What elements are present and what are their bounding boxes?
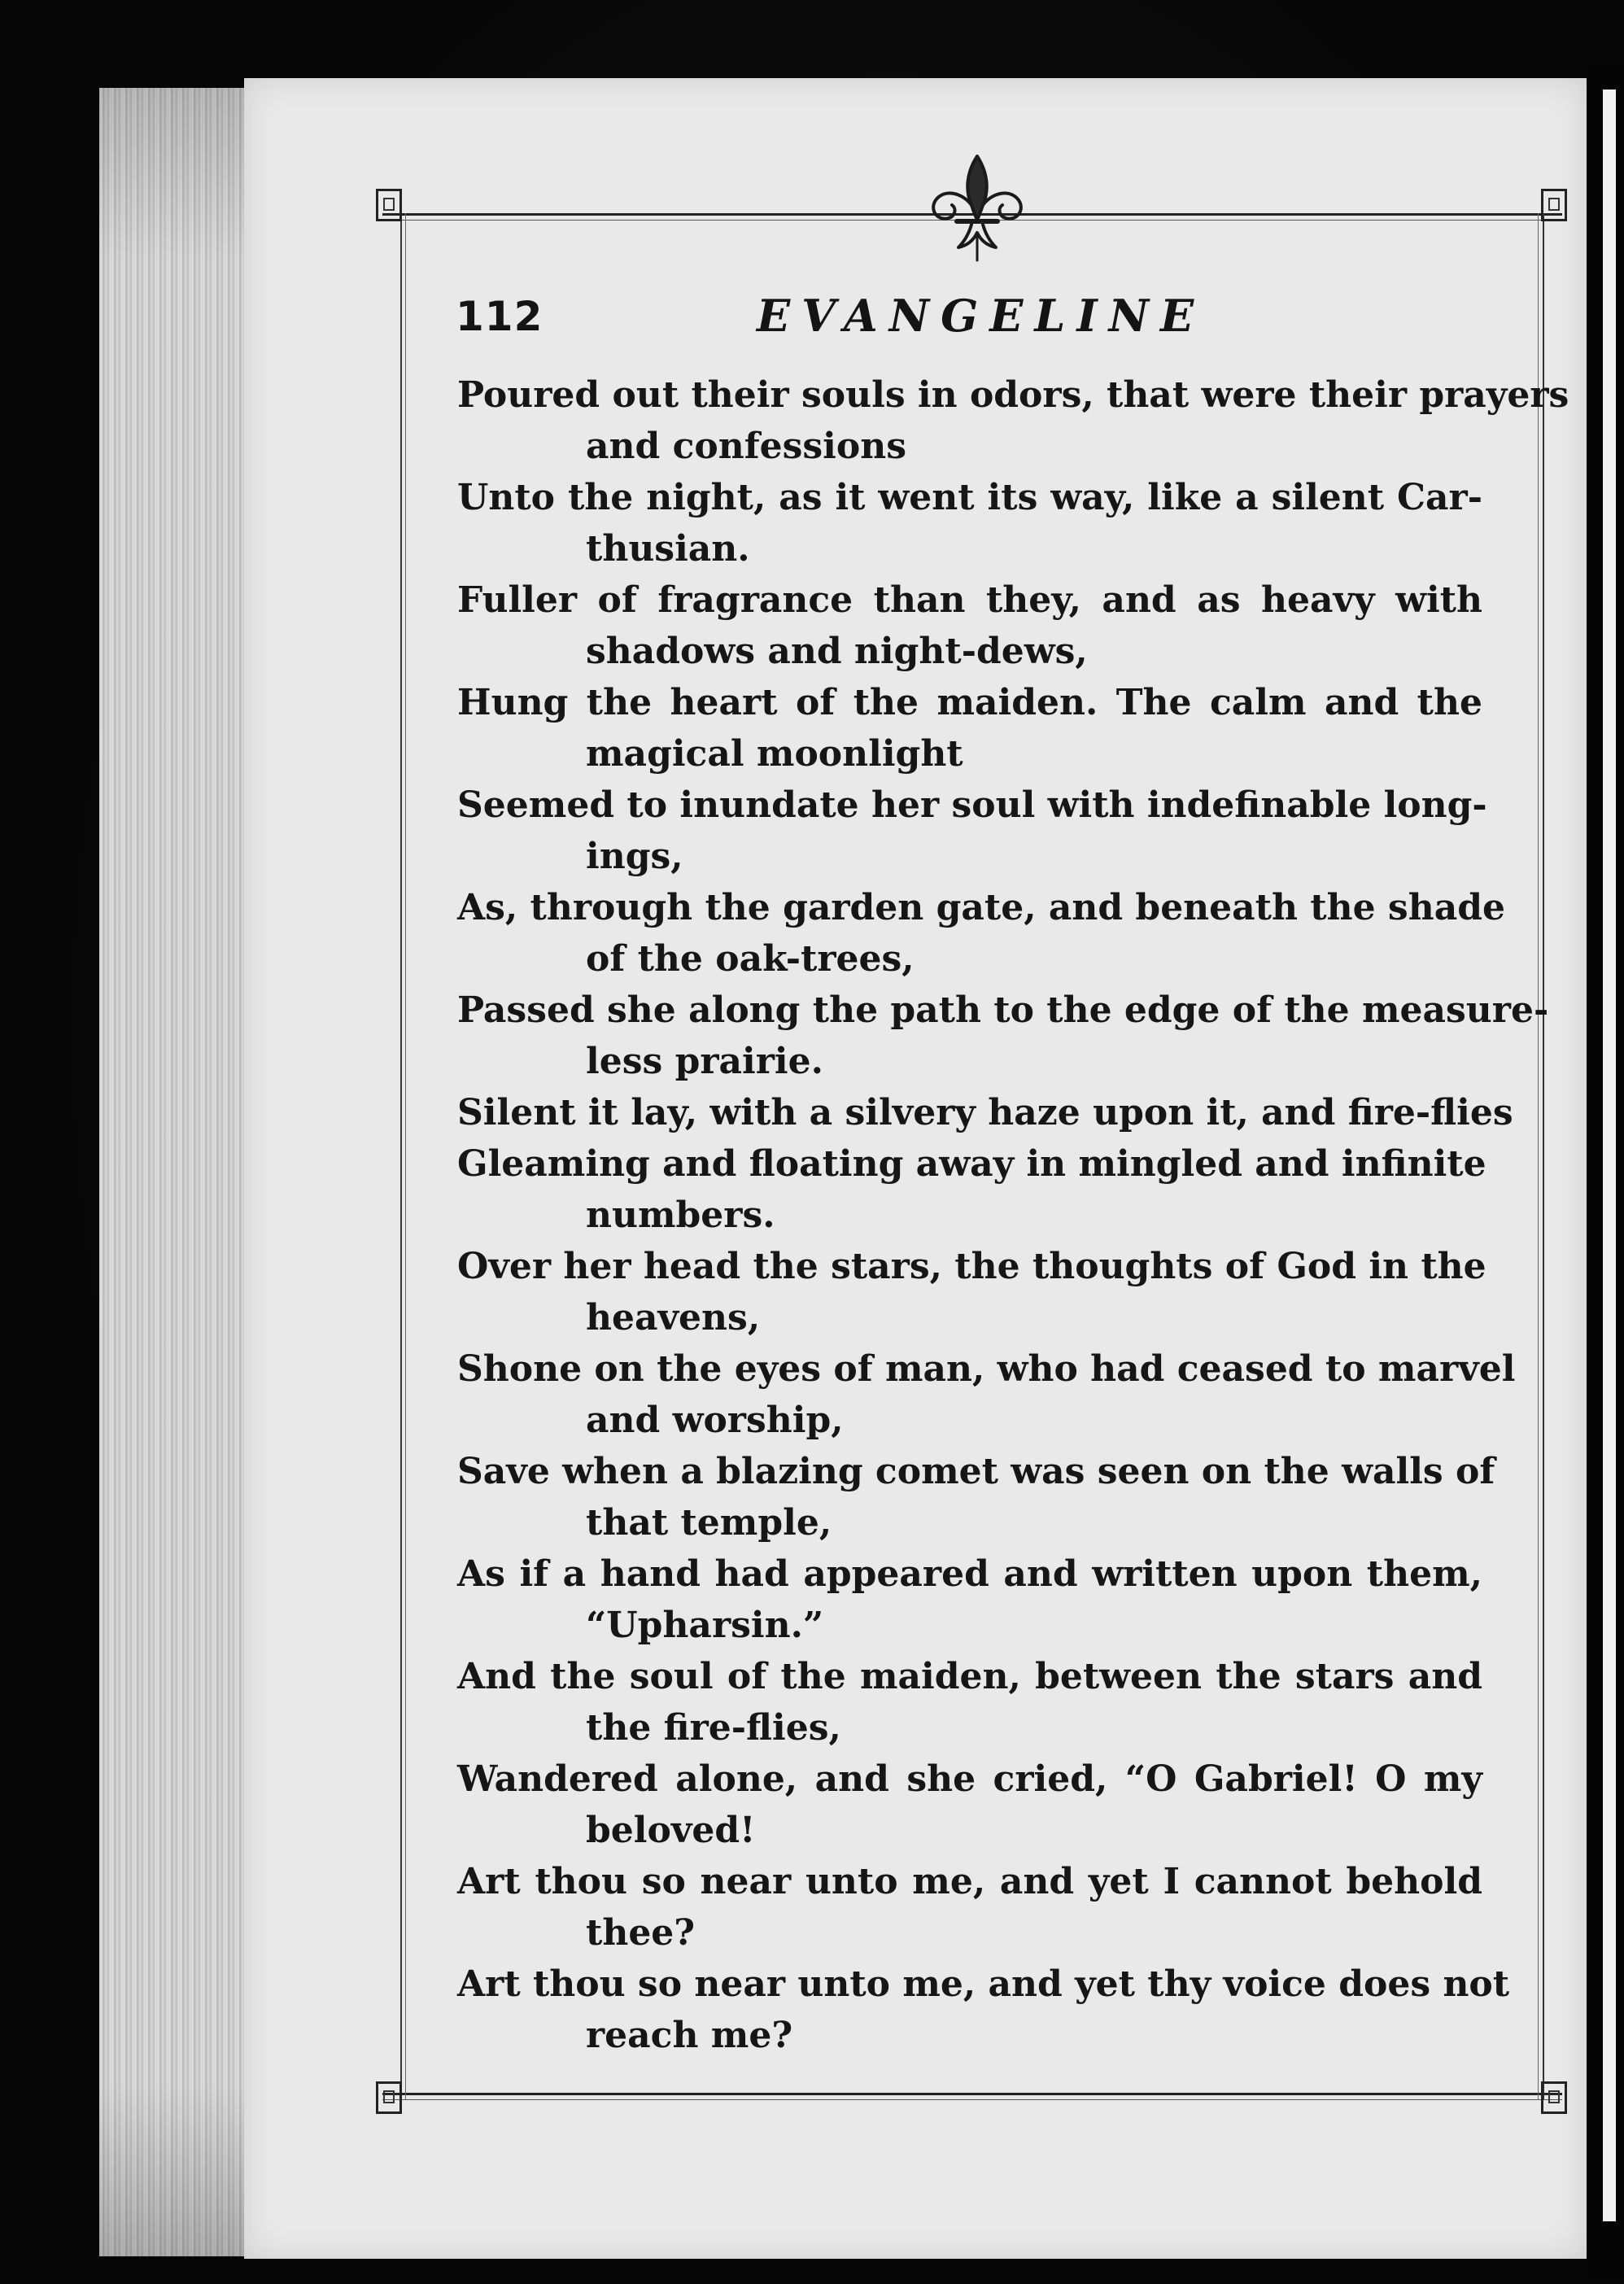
verse-line-continuation: and worship, [586,1400,844,1441]
verse-line-text: Poured out their souls in odors, that were their prayers [457,374,1569,416]
frame-right-rule [1543,213,1544,2099]
verse-line-continuation: that temple, [586,1502,832,1544]
verse-line [457,1087,1513,1138]
frame-corner-bottom-left [376,2081,402,2114]
book-page-edges [99,88,262,2256]
verse-line-continuation: and confessions [586,426,907,467]
verse-line-continuation: reach me? [586,2015,793,2056]
frame-right-rule-inner [1538,213,1539,2099]
running-title: EVANGELINE [757,290,1206,342]
verse-line [457,1856,1482,1959]
verse-line-continuation: numbers. [586,1194,775,1236]
verse-line-text: Over her head the stars, the thoughts of God in the [457,1246,1486,1287]
frame-left-rule [400,213,402,2099]
verse-line [457,1446,1495,1548]
verse-line-text: Fuller of fragrance than they, and as heavy with [457,579,1482,621]
verse-line-text: Silent it lay, with a silvery haze upon it, and fire-flies [457,1092,1513,1133]
poem-body [457,369,1569,2061]
verse-line-continuation: thee? [586,1912,696,1954]
verse-line-continuation: less prairie. [586,1041,823,1082]
fleur-de-lis-icon [924,151,1030,265]
verse-line-continuation: magical moonlight [586,733,963,775]
verse-line-continuation: heavens, [586,1297,761,1339]
verse-line-continuation: ings, [586,836,683,877]
verse-line-continuation: beloved! [586,1810,756,1851]
facing-page-edge [1587,65,1624,2278]
verse-line-text: Wandered alone, and she cried, “O Gabriel! O my [457,1758,1482,1800]
verse-line [457,472,1482,574]
verse-line-continuation: of the oak-trees, [586,938,915,980]
frame-corner-bottom-right [1541,2081,1567,2114]
verse-line [457,677,1482,780]
verse-line-text: Hung the heart of the maiden. The calm and the [457,682,1482,723]
verse-line [457,1651,1482,1753]
verse-line [457,1753,1482,1856]
verse-line-text: As if a hand had appeared and written upon them, [457,1553,1482,1595]
verse-line-continuation: thusian. [586,528,750,570]
verse-line-text: And the soul of the maiden, between the stars and [457,1656,1482,1697]
verse-line [457,1138,1486,1241]
frame-bottom-rule [382,2093,1562,2095]
verse-line [457,1343,1516,1446]
verse-line-continuation: shadows and night-dews, [586,631,1088,672]
verse-line-continuation: the fire-flies, [586,1707,841,1749]
page-number: 112 [456,293,544,340]
verse-line-text: As, through the garden gate, and beneath the shade [457,887,1505,928]
verse-line [457,985,1549,1087]
verse-line-continuation: “Upharsin.” [586,1605,824,1646]
verse-line-text: Unto the night, as it went its way, like a silent Car- [457,477,1482,518]
verse-line [457,1548,1482,1651]
verse-line [457,780,1487,882]
verse-line-text: Passed she along the path to the edge of the measure- [457,989,1549,1031]
verse-line-text: Save when a blazing comet was seen on the walls of [457,1451,1495,1492]
verse-line-text: Gleaming and floating away in mingled and infinite [457,1143,1486,1185]
verse-line [457,882,1505,985]
verse-line [457,1959,1510,2061]
verse-line-text: Seemed to inundate her soul with indefinable long- [457,784,1487,826]
verse-line-text: Art thou so near unto me, and yet I cannot behold [457,1861,1482,1902]
verse-line [457,369,1569,472]
frame-corner-top-right [1541,189,1567,221]
verse-line-text: Art thou so near unto me, and yet thy voice does not [457,1963,1510,2005]
verse-line [457,1241,1486,1343]
verse-line [457,574,1482,677]
frame-bottom-rule-inner [382,2099,1562,2100]
frame-left-rule-inner [405,213,406,2099]
frame-corner-top-left [376,189,402,221]
verse-line-text: Shone on the eyes of man, who had ceased to marvel [457,1348,1516,1390]
